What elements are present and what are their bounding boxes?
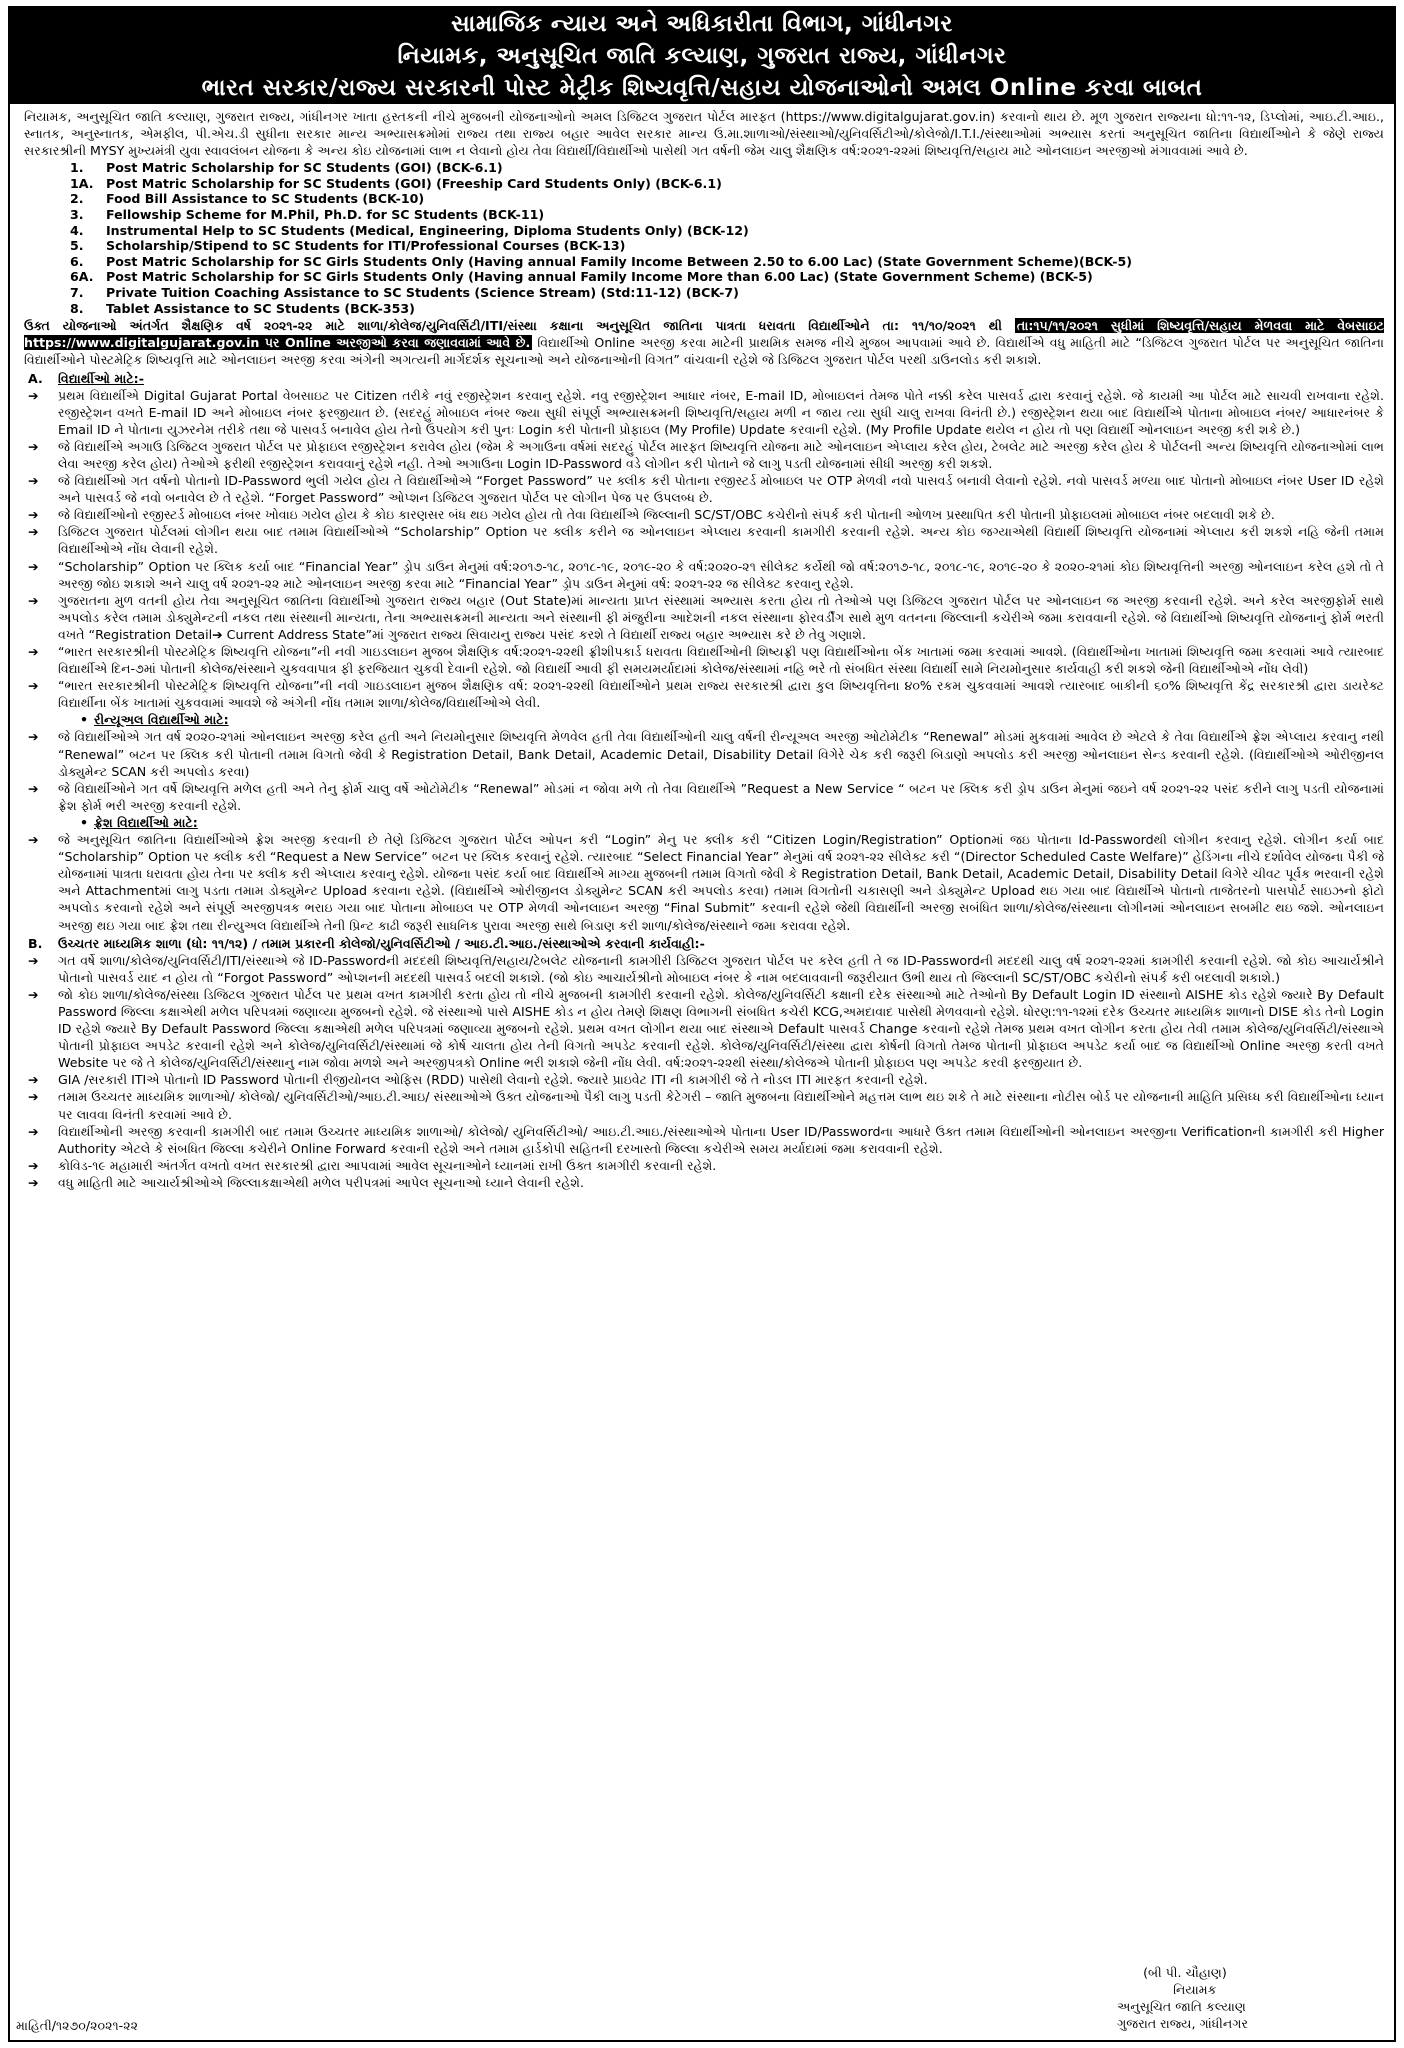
- instruction-text: તમામ ઉચ્ચતર માધ્યમિક શાળાઓ/ કોલેજો/ યુનિવર્સિટીઓ/આઇ.ટી.આઇ/ સંસ્થાઓએ ઉક્ત યોજનાઓ પૈકી લાગુ પડતી કેટેગરી – જાતિ મુજબના વિદ્યાર્થીઓને મહત્તમ લાભ થઇ શકે તે માટે સંસ્થાના નોટીસ બોર્ડ પર યોજનાની માહિતિ પ્રસિધ્ધ કરી વિદ્યાર્થીઓના ધ્યાન પર લાવવા વિનંતી કરવામાં આવે છે.: [58, 1089, 1384, 1122]
- header-subject: ભારત સરકાર/રાજ્ય સરકારની પોસ્ટ મેટ્રીક શિષ્યવૃત્તિ/સહાય યોજનાઓનો અમલ Online કરવા બાબત: [201, 75, 1203, 101]
- arrow-icon: ➔: [28, 780, 39, 796]
- arrow-icon: ➔: [28, 832, 39, 848]
- instruction-text: કોવિડ-૧૯ મહામારી અંતર્ગત વખતો વખત સરકારશ્રી દ્વારા આપવામાં આવેલ સૂચનાઓને ધ્યાનમાં રાખી ઉક્ત કામગીરી કરવાની રહેશે.: [58, 1157, 717, 1173]
- instruction-item: [24, 1071, 1384, 1088]
- arrow-icon: ➔: [28, 387, 39, 403]
- arrow-icon: ➔: [28, 438, 39, 454]
- signatory-office: અનુસૂચિત જાતિ કલ્યાણ: [1117, 1999, 1246, 2014]
- arrow-icon: ➔: [28, 1123, 39, 1139]
- arrow-icon: ➔: [28, 952, 39, 968]
- scheme-title: Instrumental Help to SC Students (Medical, Engineering, Diploma Students Only) (BCK-12): [106, 222, 749, 238]
- arrow-icon: ➔: [28, 507, 39, 523]
- header-department: સામાજિક ન્યાય અને અધિકારીતા વિભાગ, ગાંધીનગર: [451, 11, 953, 37]
- notice-page: [8, 6, 1396, 2042]
- instruction-item: [24, 952, 1384, 986]
- scheme-item: [24, 176, 1384, 192]
- scheme-item: [24, 160, 1384, 176]
- arrow-icon: ➔: [28, 729, 39, 745]
- instruction-item: [24, 677, 1384, 711]
- instruction-item: [24, 1088, 1384, 1122]
- instruction-item: [24, 643, 1384, 677]
- instruction-text: જો કોઇ શાળા/કોલેજ/સંસ્થા ડિજિટલ ગુજરાત પોર્ટલ પર પ્રથમ વખત કામગીરી કરતા હોય તો નીચે મુજબની કામગીરી કરવાની રહેશે. કોલેજ/યુનિવર્સિટી કક્ષાની દરેક સંસ્થાઓ માટે તેઓનો By Default Login ID સંસ્થાનો AISHE કોડ રહેશે જ્યારે By Default Password જિલ્લા કક્ષાએથી મળેલ પરિપત્રમાં જણાવ્યા મુજબનો રહેશે. જે સંસ્થાઓ પાસે AISHE કોડ ન હોય તેમણે શિક્ષણ વિભાગની સંબધિત કચેરી KCG,અમદાવાદ પાસેથી મેળવવાનો રહેશે. ધોરણ:૧૧-૧૨માં દરેક ઉચ્ચતર માધ્યમિક શાળાનો DISE કોડ તેનો Login ID રહેશે જ્યારે By Default Password જિલ્લા કક્ષાએથી મળેલ પરિપત્રમાં જણાવ્યા મુજબનો રહેશે. પ્રથમ વખત લોગીન થયા બાદ સંસ્થાએ Default પાસવર્ડ Change કરવાનો રહેશે તેમજ પ્રથમ વખત લોગીન કરતા હોય તેવી તમામ કોલેજ/યુનિવર્સિટી/સંસ્થાએ પોતાની પ્રોફાઇલ અપડેટ કરવાની રહેશે અને કોલેજ/યુનિવર્સિટી/સંસ્થામાં જે કોર્ષ ચાલતા હોય તેની વિગતો અપડેટ કરવાની રહેશે. કોલેજ/યુનિવર્સિટી/સંસ્થા દ્વારા કોર્ષની વિગતો તેમજ પોતાની પ્રોફાઇલ અપડેટ કર્યા બાદ જ વિદ્યાર્થીઓ Online અરજી કરતી વખતે Website પર જે તે કોલેજ/યુનિવર્સિટી/સંસ્થાનુ નામ જોવા મળશે અને અરજીપત્રકો Online ભરી શકાશે જેની નોંધ લેવી. વર્ષ:૨૦૨૧-૨૨થી સંસ્થા/કોલેજએ પોતાની પ્રોફાઇલ પણ અપડેટ કરવી ફરજીયાત છે.: [58, 986, 1384, 1071]
- instruction-item: [24, 592, 1384, 643]
- instruction-text: વધુ માહિતી માટે આચાર્યશ્રીઓએ જિલ્લાકક્ષાએથી મળેલ પરીપત્રમાં આપેલ સૂચનાઓ ધ્યાને લેવાની રહેશે.: [58, 1174, 584, 1190]
- scheme-item: [24, 191, 1384, 207]
- instruction-item: [24, 1174, 1384, 1191]
- instruction-item: [24, 523, 1384, 557]
- students-instructions: [24, 387, 1384, 712]
- arrow-icon: ➔: [28, 644, 39, 659]
- instruction-text: ગત વર્ષે શાળા/કોલેજ/યુનિવર્સિટી/ITI/સંસ્થાએ જે ID-Passwordની મદદથી શિષ્યવૃત્તિ/સહાય/ટેબલેટ યોજનાની કામગીરી ડિજિટલ ગુજરાત પોર્ટલ પર કરેલ હતી તે જ ID-Passwordની મદદથી ચાલુ વર્ષ ૨૦૨૧-૨૨માં કામગીરી કરવાની રહેશે. જો કોઇ આચાર્યશ્રીને પોતાનો પાસવર્ડ યાદ ન હોય તો “Forgot Password” ઓપ્શનની મદદથી પાસવર્ડ બદલી શકાશે. (જો કોઇ આચાર્યશ્રીનો મોબાઇલ નંબર કે નામ બદલાવવાની જરૂરીયાત ઉભી થાય તો જિલ્લાની SC/ST/OBC કચેરીનો સંપર્ક કરી બદલાવી શકાશે.): [58, 952, 1384, 985]
- scheme-title: Fellowship Scheme for M.Phil, Ph.D. for SC Students (BCK-11): [106, 207, 545, 223]
- scheme-title: Tablet Assistance to SC Students (BCK-353): [106, 300, 415, 316]
- application-window-text: ઉક્ત યોજનાઓ અંતર્ગત શૈક્ષણિક વર્ષ ૨૦૨૧-૨૨ માટે શાળા/કોલેજ/યુનિવર્સિટી/ITI/સંસ્થા કક્ષાના અનુસૂચિત જાતિના પાત્રતા ધરાવતા વિદ્યાર્થીઓને તા: ૧૧/૧૦/૨૦૨૧ થી તા:૧૫/૧૧/૨૦૨૧ સુધીમાં શિષ્યવૃત્તિ/સહાય મેળવવા માટે વેબસાઇટ https://www.digitalgujarat.gov.in પર Online અરજીઓ કરવા જણાવવામાં આવે છે.: [24, 318, 1385, 351]
- scheme-number: 6.: [70, 253, 84, 269]
- scheme-number: 5.: [70, 238, 84, 254]
- instruction-item: [24, 438, 1384, 472]
- instruction-item: [24, 986, 1384, 1071]
- instruction-text: “Scholarship” Option પર ક્લિક કર્યા બાદ “Financial Year” ડ્રોપ ડાઉન મેનુમાં વર્ષ:૨૦૧૭-૧૮, ૨૦૧૮-૧૯, ૨૦૧૯-૨૦ કે વર્ષ:૨૦૨૦-૨૧ સીલેક્ટ કર્યેથી જો વર્ષ:૨૦૧૭-૧૮, ૨૦૧૮-૧૯, ૨૦૧૯-૨૦ કે ૨૦૨૦-૨૧માં કોઇ શિષ્યવૃત્તિની અરજી ઓનલાઇન કરેલ હશે તો તે અરજી જોઇ શકાશે અને ચાલુ વર્ષ ૨૦૨૧-૨૨ માટે ઓનલાઇન અરજી કરવા માટે “Financial Year” ડ્રોપ ડાઉન મેનુમાં વર્ષ: ૨૦૨૧-૨૨ જ સીલેક્ટ કરવાનુ રહેશે.: [58, 558, 1384, 591]
- scheme-item: [24, 301, 1384, 317]
- scheme-number: 7.: [70, 285, 84, 301]
- arrow-icon: ➔: [28, 1157, 39, 1173]
- notice-header: [10, 8, 1394, 104]
- instruction-text: જે વિદ્યાર્થીઓ ગત વર્ષનો પોતાનો ID-Password ભુલી ગયેલ હોય તે વિદ્યાર્થીઓએ “Forget Password” પર ક્લીક કરી પોતાના રજીસ્ટર્ડ મોબાઇલ પર OTP મેળવી નવો પાસવર્ડ બનાવી લેવાનો રહેશે. નવો પાસવર્ડ મળ્યા બાદ પોતાનો મોબાઇલ નંબર User ID રહેશે અને પાસવર્ડ જે નવો બનાવેલ છે તે રહેશે. “Forget Password” ઓપ્શન ડિજિટલ ગુજરાત પોર્ટલ પર લોગીન પેજ પર ઉપલબ્ધ છે.: [58, 473, 1384, 506]
- arrow-icon: ➔: [28, 986, 39, 1002]
- scheme-number: 6A.: [70, 269, 94, 285]
- scheme-title: Post Matric Scholarship for SC Students (GOI) (BCK-6.1): [106, 160, 503, 176]
- arrow-icon: ➔: [28, 524, 39, 540]
- fresh-heading: • ફ્રેશ વિદ્યાર્થીઓ માટે:: [80, 814, 198, 830]
- section-b-heading: B. ઉચ્ચતર માધ્યમિક શાળા (ધો: ૧૧/૧૨) / તમામ પ્રકારની કોલેજો/યુનિવર્સિટીઓ / આઇ.ટી.આઇ./સંસ્થાઓએ કરવાની કાર્યવાહી:-: [28, 935, 705, 951]
- scheme-number: 3.: [70, 207, 84, 223]
- scheme-item: [24, 285, 1384, 301]
- arrow-icon: ➔: [28, 558, 39, 574]
- scheme-number: 1.: [70, 160, 84, 176]
- scheme-number: 8.: [70, 300, 84, 316]
- renewal-heading: • રીન્યૂઅલ વિદ્યાર્થીઓ માટે:: [80, 712, 229, 728]
- instruction-text: ગુજરાતના મુળ વતની હોય તેવા અનુસૂચિત જાતિના વિદ્યાર્થીઓ ગુજરાત રાજ્ય બહાર (Out State)માં માન્યતા પ્રાપ્ત સંસ્થામાં અભ્યાસ કરતા હોય તો તેઓએ પણ ડિજિટલ ગુજરાત પોર્ટલ પર ઓનલાઇન જ અરજી કરવાની રહેશે. અને કરેલ અરજીફોર્મ સાથે અપલોડ કરેલ તમામ ડોક્યુમેન્ટની નકલ તથા સંસ્થાની માન્યતા, તેના અભ્યાસક્રમની માન્યતા અને સંસ્થાની ફી મંજુરીના આદેશની નકલ સંસ્થાના ફોરવર્ડીંગ સાથે મુળ વતનના જિલ્લાની કચેરીએ જમા કરાવવાની રહેશે. જે વિદ્યાર્થીઓ શિષ્યવૃત્તિ યોજનાનું ફોર્મ ભરતી વખતે “Registration Detail➔ Current Address State”માં ગુજરાત રાજ્ય સિવાયનુ રાજ્ય પસંદ કરશે તે વિદ્યાર્થી રાજ્ય બહાર અભ્યાસ કરે છે તેવુ ગણાશે.: [58, 592, 1384, 642]
- arrow-icon: ➔: [28, 678, 39, 694]
- scheme-number: 4.: [70, 222, 84, 238]
- guidance-text: વિદ્યાર્થીઓ Online અરજી કરવા માટેની પ્રાથમિક સમજ નીચે મુજબ આપવામાં આવે છે. વિદ્યાર્થીએ વધુ માહિતી માટે “ડિજિટલ ગુજરાત પોર્ટલ પર અનુસૂચિત જાતિના વિદ્યાર્થીઓને પોસ્ટમેટ્રિક શિષ્યવૃત્તિ માટે ઓનલાઇન અરજી કરવા અંગેની અગત્યની માર્ગદર્શક સૂચનાઓ અને યોજનાઓની વિગત” વાંચવાની રહેશે જે ડિજિટલ ગુજરાત પોર્ટલ પરથી ડાઉનલોડ કરી શકાશે.: [24, 335, 1384, 368]
- scheme-title: Food Bill Assistance to SC Students (BCK-10): [106, 191, 425, 207]
- notice-body: [10, 104, 1394, 1191]
- scheme-title: Post Matric Scholarship for SC Girls Students Only (Having annual Family Income Between 2.50 to 6.00 Lac) (State Government Scheme)(BCK-5): [106, 253, 1132, 269]
- instruction-text: પ્રથમ વિદ્યાર્થીએ Digital Gujarat Portal વેબસાઇટ પર Citizen તરીકે નવું રજીસ્ટ્રેશન કરવાનુ રહેશે. નવુ રજીસ્ટ્રેશન આધાર નંબર, E-mail ID, મોબાઇલનં તેમજ પોતે નક્કી કરેલ પાસવર્ડ દ્વારા કરવાનું રહેશે. જે કાયમી આ પોર્ટલ માટે સાચવી રાખવાના રહેશે. રજીસ્ટ્રેશન વખતે E-mail ID અને મોબાઇલ નંબર ફરજીયાત છે. (સદરહું મોબાઇલ નંબર જ્યા સુધી સંપૂર્ણ અભ્યાસક્રમની શિષ્યવૃત્તિ/સહાય મળી ન જાય ત્યા સુધી ચાલુ રાખવા વિનંતી છે.) રજીસ્ટ્રેશન થયા બાદ વિદ્યાર્થીએ પોતાના મોબાઇલ નંબર/ આધારનંબર કે Email ID ને પોતાના યુઝરનેમ તરીકે તથા જે પાસવર્ડ બનાવેલ હોય તેનો ઉપયોગ કરી પુનઃ Login કરી પોતાની પ્રોફાઇલ (My Profile) Update કરવાની રહેશે. (My Profile Update થયેલ ન હોય તો પણ વિદ્યાર્થી ઓનલાઇન અરજી કરી શકે છે.): [58, 387, 1384, 437]
- instruction-item: [24, 387, 1384, 438]
- scheme-item: [24, 223, 1384, 239]
- scheme-number: 1A.: [70, 175, 94, 191]
- arrow-icon: ➔: [28, 1072, 39, 1088]
- arrow-icon: ➔: [28, 473, 39, 489]
- scheme-title: Scholarship/Stipend to SC Students for ITI/Professional Courses (BCK-13): [106, 238, 626, 254]
- instruction-item: [24, 506, 1384, 523]
- instruction-text: વિદ્યાર્થીઓની અરજી કરવાની કામગીરી બાદ તમામ ઉચ્ચતર માધ્યમિક શાળાઓ/ કોલેજો/ યુનિવર્સિટીઓ/ આઇ.ટી.આઇ./સંસ્થાઓએ પોતાના User ID/Passwordના આધારે ઉક્ત તમામ વિદ્યાર્થીઓની ઓનલાઇન અરજીના Verificationની કામગીરી કરી Higher Authority એટલે કે સંબધિત જિલ્લા કચેરીને Online Forward કરવાની રહેશે અને તમામ હાર્ડકોપી સહિતની દરખાસ્તો જિલ્લા કચેરીએ સમય મર્યાદામાં જમા કરાવવાની રહેશે.: [58, 1123, 1384, 1156]
- bullet-icon: •: [80, 814, 89, 830]
- scheme-item: [24, 207, 1384, 223]
- instruction-text: “ભારત સરકારશ્રીની પોસ્ટમેટ્રિક શિષ્યવૃત્તિ યોજના”ની નવી ગાઇડલાઇન મુજબ શૈક્ષણિક વર્ષ:૨૦૨૧-૨૨થી ફ્રીશીપકાર્ડ ધરાવતા વિદ્યાર્થીઓની શિષ્યફ્રી પણ વિદ્યાર્થીઓના બેંક ખાતામાં જમા કરવામાં આવશે. (વિદ્યાર્થીઓના ખાતામાં શિષ્યવૃત્તિ જમા કરવામાં આવે ત્યારબાદ વિદ્યાર્થીએ દિન-૭માં પોતાની કોલેજ/સંસ્થાને ચુકવવાપાત્ર ફી ફરજિયાત ચુકવી દેવાની રહેશે. જો વિદ્યાર્થી આવી ફી સમયમર્યાદામાં કોલેજ/સંસ્થામાં નહિ ભરે તો સંબધિત સંસ્થા વિદ્યાર્થી સામે નિયમોનુસાર કાર્યવાહી કરી શકશે જેની વિદ્યાર્થીઓએ નોંધ લેવી): [58, 644, 1384, 677]
- instruction-text: જે અનુસૂચિત જાતિના વિદ્યાર્થીઓએ ફ્રેશ અરજી કરવાની છે તેણે ડિજિટલ ગુજરાત પોર્ટલ ઓપન કરી “Login” મેનુ પર ક્લીક કરી “Citizen Login/Registration” Optionમાં જઇ પોતાના Id-Passwordથી લોગીન કરવાનુ રહેશે. લોગીન કર્યા બાદ “Scholarship” Option પર ક્લીક કરી “Request a New Service” બટન પર ક્લિક કરવાનું રહેશે. ત્યારબાદ “Select Financial Year” મેનુમાં વર્ષ ૨૦૨૧-૨૨ સીલેક્ટ કરી “(Director Scheduled Caste Welfare)” હેડિંગના નીચે દર્શાવેલ યોજના પૈકી જે યોજનામાં પાત્રતા ધરાવતા હોય તેના પર ક્લીક કરી એપ્લાય કરવાનુ રહેશે. યોજના પસંદ કર્યા બાદ વિદ્યાર્થીએ માગ્યા મુજબની તમામ વિગતો જેવી કે Registration Detail, Bank Detail, Academic Detail, Disability Detail વિગેરે ચીવટ પૂર્વક ભરવાની રહેશે અને Attachmentમાં લાગુ પડતા તમામ ડોક્યુમેન્ટ Upload કરવાના રહેશે. (વિદ્યાર્થીએ ઓરીજીનલ ડોક્યુમેન્ટ SCAN કરી અપલોડ કરવા) તમામ વિગતોની ચકાસણી અને ડોક્યુમેન્ટ Upload થઇ ગયા બાદ વિદ્યાર્થીએ પોતાનો તાજેતરનો પાસપોર્ટ સાઇઝનો ફોટો અપલોડ કરવાનો રહેશે અને સંપૂર્ણ અરજીપત્રક ભરાઇ ગયા બાદ પોતાના મોબાઇલ પર OTP મેળવી ઓનલાઇન અરજી “Final Submit” કરવાની રહેશે જેથી વિદ્યાર્થીની અરજી સબંધિત શાળા/કોલેજ/સંસ્થાના લોગીનમાં ઓનલાઇન સબમીટ થઇ જશે. ઓનલાઇન અરજી થઇ ગયા બાદ ફ્રેશ તથા રીન્યુઅલ વિદ્યાર્થીએ તેની પ્રિન્ટ કાઢી જરૂરી સાધનિક પુરાવા અરજી સાથે બિડાણ કરી શાળા/કોલેજ/સંસ્થાને જમા કરાવવા રહેશે.: [58, 832, 1384, 933]
- instruction-item: [24, 1157, 1384, 1174]
- signature-block: [10, 1956, 1394, 2036]
- arrow-icon: ➔: [28, 1174, 39, 1190]
- instruction-text: જે વિદ્યાર્થીઓનો રજીસ્ટર્ડ મોબાઇલ નંબર ખોવાઇ ગયેલ હોય કે કોઇ કારણસર બંધ થઇ ગયેલ હોય તો તેવા વિદ્યાર્થીએ જિલ્લાની SC/ST/OBC કચેરીનો સંપર્ક કરી પોતાની ઓળખ પ્રસ્થાપિત કરી પોતાની પ્રોફાઇલમાં મોબાઇલ નંબર બદલાવી શકે છે.: [58, 507, 1275, 523]
- intro-paragraph: નિયામક, અનુસૂચિત જાતિ કલ્યાણ, ગુજરાત રાજ્ય, ગાંધીનગર ખાતા હસ્તકની નીચે મુજબની યોજનાઓનો અમલ ડિજિટલ ગુજરાત પોર્ટલ મારફત (https://www.digitalgujarat.gov.in) કરવાનો થાય છે. મૂળ ગુજરાત રાજ્યના ધો:૧૧-૧૨, ડિપ્લોમાં, આઇ.ટી.આઇ., સ્નાતક, અનુસ્નાતક, એમફીલ, પી.એચ.ડી સુધીના સરકાર માન્ય અભ્યાસક્રમોમાં રાજ્ય તથા રાજ્ય બહાર આવેલ સરકાર માન્ય ઉ.મા.શાળાઓ/સંસ્થાઓ/યુનિવર્સિટીઓ/કોલેજો/I.T.I./સંસ્થાઓમાં અભ્યાસ કરતાં અનુસૂચિત જાતિના વિદ્યાર્થીઓને કે જેણે રાજ્ય સરકારશ્રીની MYSY મુખ્યમંત્રી યુવા સ્વાવલંબન યોજના કે અન્ય કોઇ યોજનામાં લાભ ન લેવાનો હોય તેવા વિદ્યાર્થી/વિદ્યાર્થીઓ પાસેથી ગત વર્ષની જેમ ચાલુ શૈક્ષણિક વર્ષ:૨૦૨૧-૨૨માં શિષ્યવૃત્તિ/સહાય માટે ઓનલાઇન અરજીઓ મંગાવવામાં આવે છે.: [24, 109, 1384, 159]
- scheme-title: Private Tuition Coaching Assistance to SC Students (Science Stream) (Std:11-12) (BCK-7): [106, 285, 739, 301]
- instruction-text: જે વિદ્યાર્થીએ અગાઉ ડિજિટલ ગુજરાત પોર્ટલ પર પ્રોફાઇલ રજીસ્ટ્રેશન કરાવેલ હોય (જેમ કે અગાઉના વર્ષમાં સદરહું પોર્ટલ મારફત શિષ્યવૃત્તિ યોજના માટે ઓનલાઇન એપ્લાય કરેલ હોય, ટેબલેટ માટે અરજી કરેલ હોય કે પોર્ટલની અન્ય શિષ્યવૃત્તિ યોજનાઓમાં લાભ લેવા અરજી કરેલ હોય) તેઓએ ફરીથી રજીસ્ટ્રેશન કરાવવાનું રહેશે નહી. તેઓ અગાઉના Login ID-Password વડે લોગીન કરી પોતાને જે લાગુ પડતી યોજનામાં સીધી અરજી કરી શકશે.: [58, 438, 1384, 471]
- release-reference: માહિતી/૧૨૭૦/૨૦૨૧-૨૨: [16, 2018, 138, 2033]
- section-a-heading: A. વિદ્યાર્થીઓ માટે:-: [28, 370, 144, 386]
- signatory-name: (બી પી. ચૌહાણ): [1143, 1965, 1227, 1980]
- instruction-item: [24, 780, 1384, 814]
- instruction-text: જે વિદ્યાર્થીઓને ગત વર્ષે શિષ્યવૃત્તિ મળેલ હતી અને તેનુ ફોર્મ ચાલુ વર્ષે ઓટોમેટીક “Renewal” મોડમાં ન જોવા મળે તો તેવા વિદ્યાર્થીએ ”Request a New Service “ બટન પર ક્લિક કરી ડ્રોપ ડાઉન મેનુમાં જઇને વર્ષ ૨૦૨૧-૨૨ પસંદ કરીને લાગુ પડતી યોજનામાં ફ્રેશ ફોર્મ ભરી અરજી કરવાની રહેશે.: [58, 780, 1384, 813]
- application-window-paragraph: [24, 317, 1384, 368]
- arrow-icon: ➔: [28, 592, 39, 608]
- instruction-item: [24, 558, 1384, 592]
- scheme-number: 2.: [70, 191, 84, 207]
- arrow-icon: ➔: [28, 1089, 39, 1105]
- header-directorate: નિયામક, અનુસૂચિત જાતિ કલ્યાણ, ગુજરાત રાજ્ય, ગાંધીનગર: [397, 43, 1007, 69]
- signatory-office-location: ગુજરાત રાજ્ય, ગાંધીનગર: [1117, 2016, 1248, 2031]
- institution-instructions: [24, 952, 1384, 1191]
- scheme-title: Post Matric Scholarship for SC Girls Students Only (Having annual Family Income More than 6.00 Lac) (State Government Scheme) (BCK-5): [106, 269, 1093, 285]
- scheme-item: [24, 254, 1384, 270]
- bullet-icon: •: [80, 712, 89, 728]
- signatory-designation: નિયામક: [1173, 1982, 1217, 1997]
- scheme-item: [24, 269, 1384, 285]
- instruction-item: [24, 1123, 1384, 1157]
- instruction-item: [24, 728, 1384, 779]
- instruction-text: જે વિદ્યાર્થીઓએ ગત વર્ષ ૨૦૨૦-૨૧માં ઓનલાઇન અરજી કરેલ હતી અને નિયમોનુસાર શિષ્યવૃત્તિ મેળવેલ હતી તેવા વિદ્યાર્થીઓની ચાલુ વર્ષની રીન્યૂઅલ અરજી ઓટોમેટીક “Renewal” મોડમાં મુકવામાં આવેલ છે એટલે કે તેવા વિદ્યાર્થીએ ફ્રેશ એપ્લાય કરવાનુ નથી “Renewal” બટન પર ક્લિક કરી પોતાની તમામ વિગતો જેવી કે Registration Detail, Bank Detail, Academic Detail, Disability Detail વિગેરે ચેક કરી જરૂરી બિડાણો અપલોડ કરી અરજી ઓનલાઇન સેન્ડ કરવાની રહેશે. (વિદ્યાર્થીઓએ ઓરીજીનલ ડોક્યુમેન્ટ SCAN કરી અપલોડ કરવા): [58, 729, 1384, 779]
- instruction-text: ડિજિટલ ગુજરાત પોર્ટલમાં લોગીન થયા બાદ તમામ વિદ્યાર્થીઓએ “Scholarship” Option પર ક્લીક કરીને જ ઓનલાઇન એપ્લાય કરવાની કામગીરી કરવાની રહેશે. અન્ય કોઇ જગ્યાએથી વિદ્યાર્થી શિષ્યવૃત્તિ યોજનામાં એપ્લાય કરી શકશે નહિ જેની તમામ વિદ્યાર્થીઓએ નોંધ લેવાની રહેશે.: [58, 524, 1384, 557]
- renewal-instructions: [24, 728, 1384, 813]
- instruction-text: “ભારત સરકારશ્રીની પોસ્ટમેટ્રિક શિષ્યવૃત્તિ યોજના”ની નવી ગાઇડલાઇન મુજબ શૈક્ષણિક વર્ષ: ૨૦૨૧-૨૨થી વિદ્યાર્થીઓને પ્રથમ રાજ્ય સરકારશ્રી દ્વારા કુલ શિષ્યવૃત્તિના ૪૦% રકમ ચુકવવામાં આવશે ત્યારબાદ બાકીની ૬૦% શિષ્યવૃત્તિ કેંદ્ર સરકારશ્રી દ્વારા ડાયરેક્ટ વિદ્યાર્થીના બેંક ખાતામાં ચુકવવામાં આવશે જે અંગેની નોંધ તમામ શાળા/કોલેજ/વિદ્યાર્થીઓએ લેવી.: [58, 678, 1384, 711]
- scheme-item: [24, 238, 1384, 254]
- instruction-text: GIA /સરકારી ITIએ પોતાનો ID Password પોતાની રીજીયોનલ ઓફિસ (RDD) પાસેથી લેવાનો રહેશે. જ્યારે પ્રાઇવેટ ITI ની કામગીરી જે તે નોડલ ITI મારફત કરવાની રહેશે.: [58, 1072, 928, 1088]
- scheme-list: [24, 160, 1384, 316]
- fresh-instructions: [24, 831, 1384, 934]
- scheme-title: Post Matric Scholarship for SC Students (GOI) (Freeship Card Students Only) (BCK-6.1): [106, 175, 722, 191]
- instruction-item: [24, 472, 1384, 506]
- instruction-item: [24, 831, 1384, 934]
